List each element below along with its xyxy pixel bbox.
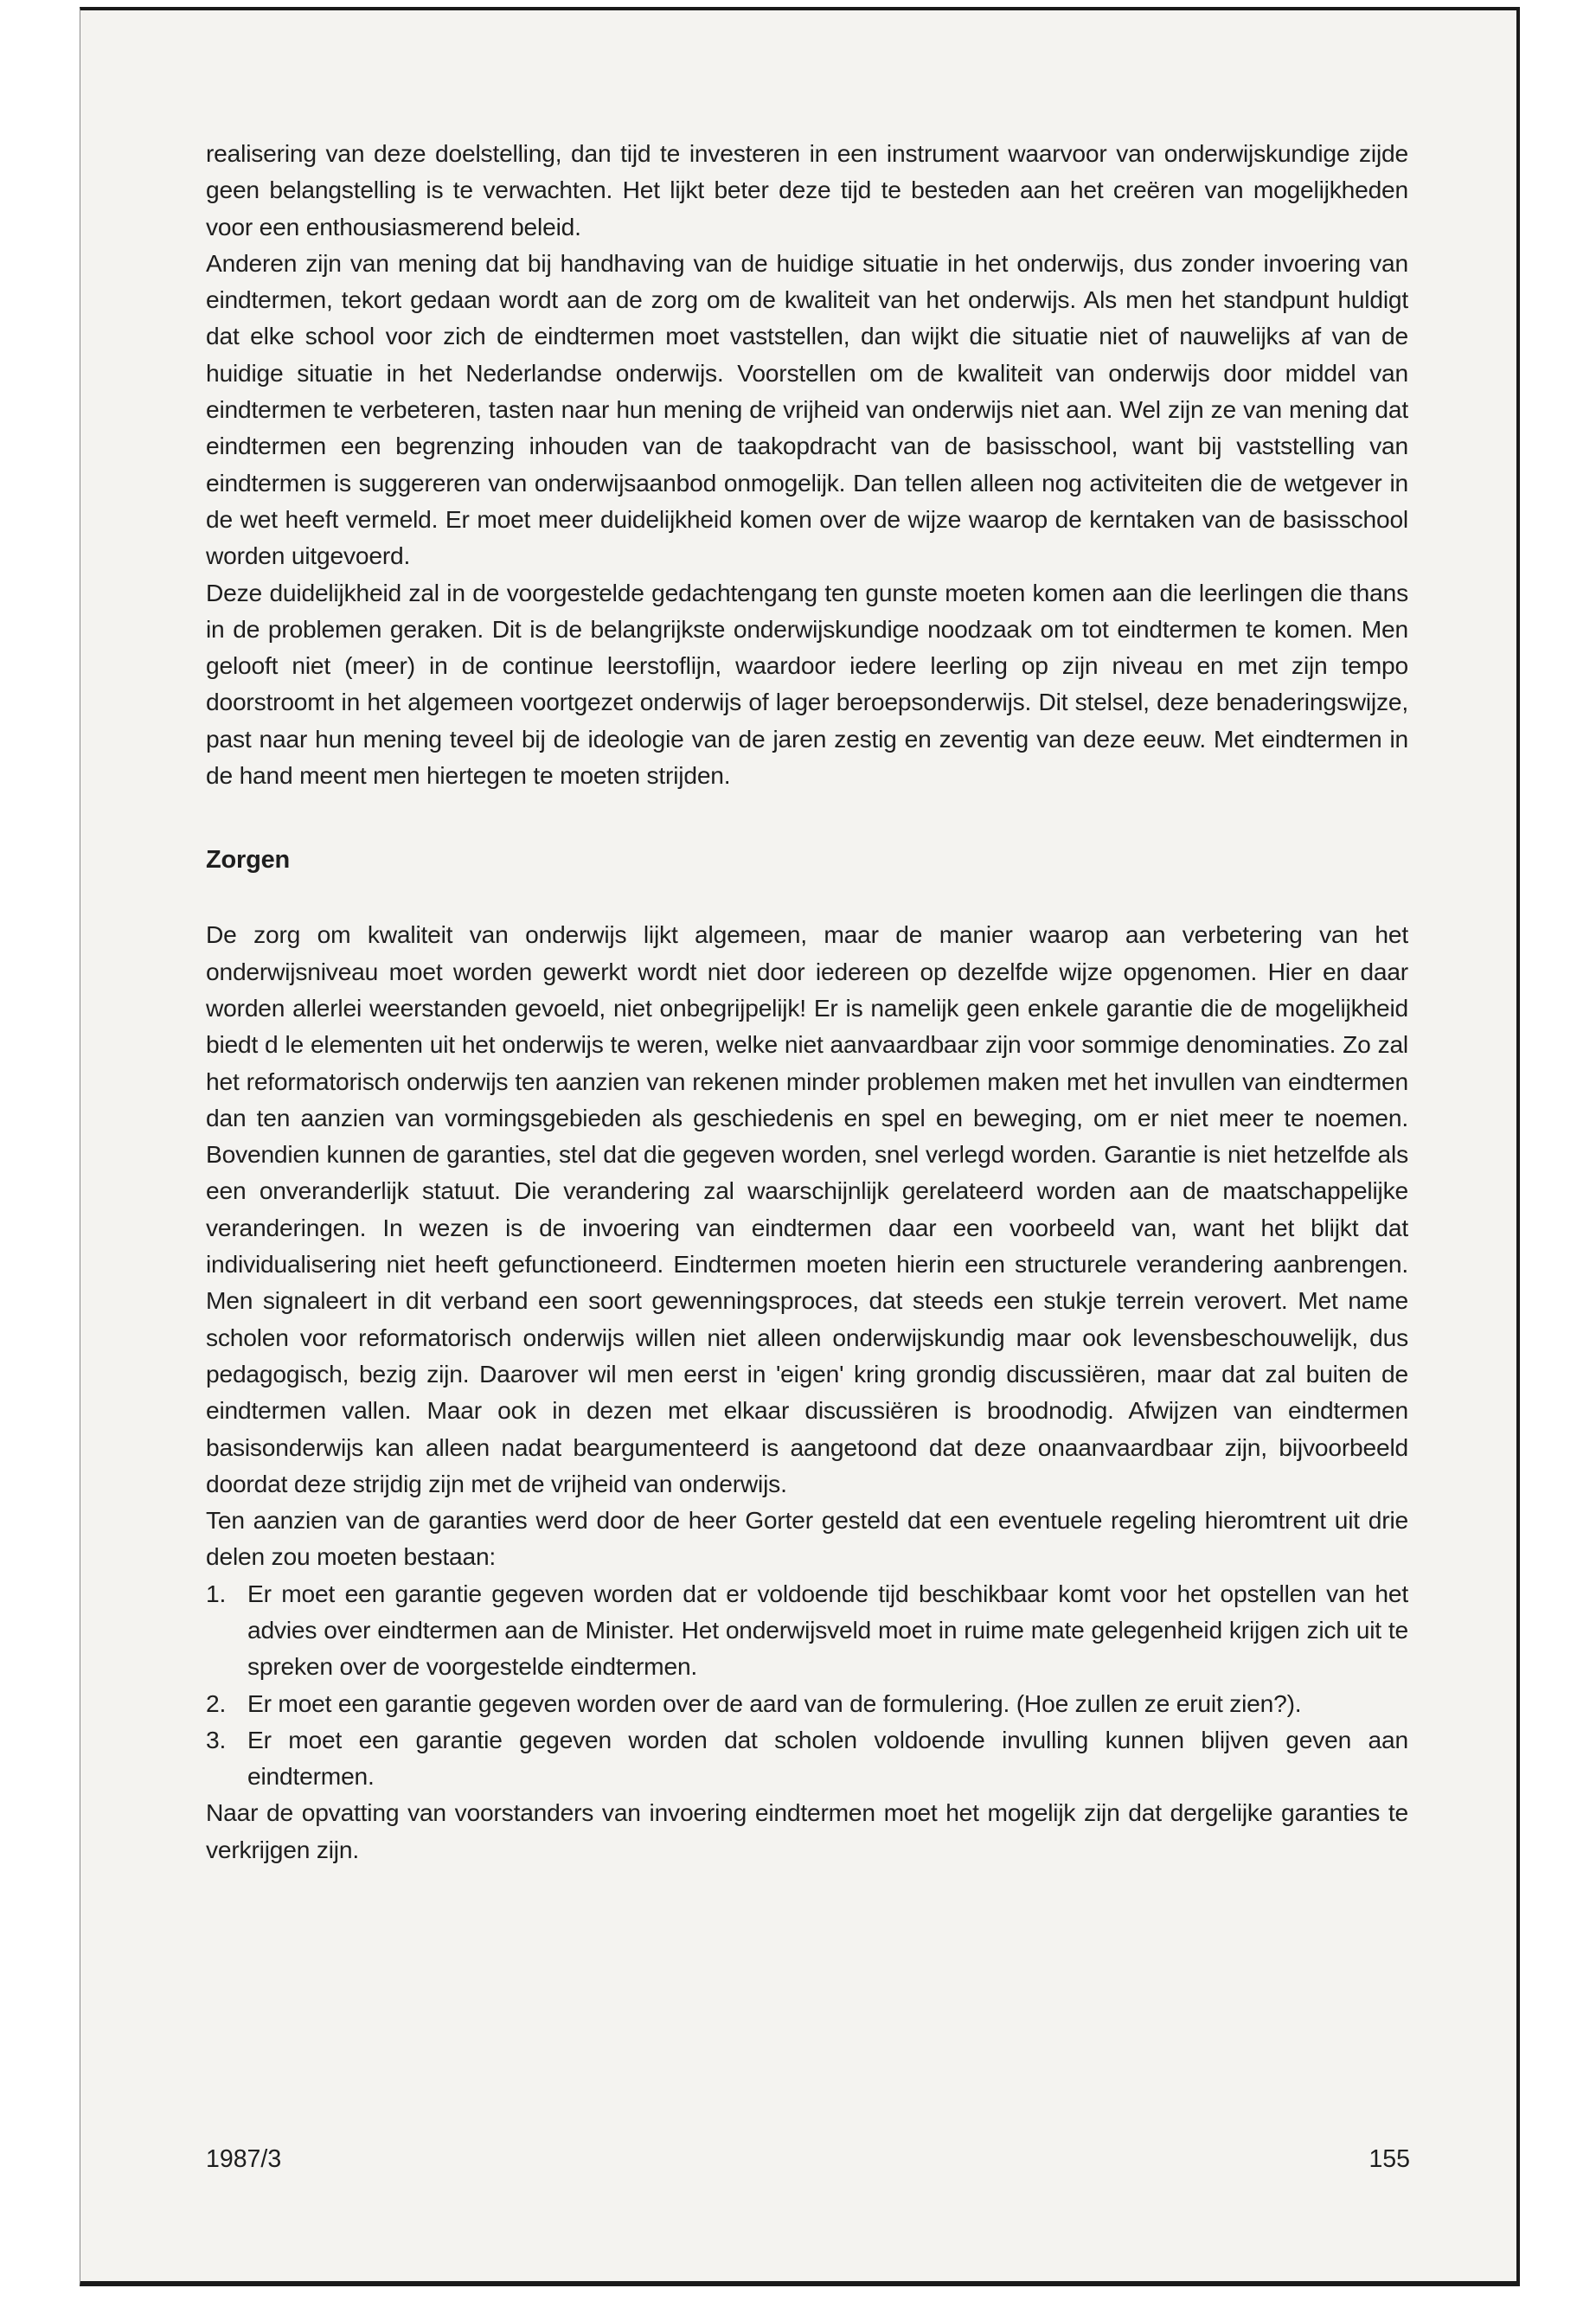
guarantee-list [206, 1575, 1408, 1795]
list-item-number: 2. [206, 1689, 227, 1717]
paragraph-2: Anderen zijn van mening dat bij handhaving van de huidige situatie in het onderwijs, dus zonder invoering van eindtermen, tekort gedaan wordt aan de zorg om de kwaliteit van het onderwijs. Als men het standpunt huldigt dat elke school voor zich de eindtermen moet vaststellen, dan wijkt die situatie niet of nauwelijks af van de huidige situatie in het Nederlandse onderwijs. Voorstellen om de kwaliteit van onderwijs door middel van eindtermen te verbeteren, tasten naar hun mening de vrijheid van onderwijs niet aan. Wel zijn ze van mening dat eindtermen een begrenzing inhouden van de taakopdracht van de basisschool, want bij vaststelling van eindtermen is suggereren van onderwijsaanbod onmogelijk. Dan tellen alleen nog activiteiten die de wetgever in de wet heeft vermeld. Er moet meer duidelijkheid komen over de wijze waarop de kerntaken van de basisschool worden uitgevoerd. [206, 248, 1408, 570]
list-item [206, 1685, 1408, 1721]
paragraph-5: Ten aanzien van de garanties werd door de heer Gorter gesteld dat een eventuele regeling hieromtrent uit drie delen zou moeten bestaan: [206, 1506, 1408, 1571]
list-item-text: Er moet een garantie gegeven worden dat er voldoende tijd beschikbaar komt voor het opstellen van het advies over eindtermen aan de Minister. Het onderwijsveld moet in ruime mate gelegenheid krijgen zich uit te spreken over de voorgestelde eindtermen. [247, 1579, 1408, 1681]
closing-paragraph: Naar de opvatting van voorstanders van invoering eindtermen moet het mogelijk zijn dat dergelijke garanties te verkrijgen zijn. [206, 1798, 1408, 1863]
list-item-number: 1. [206, 1579, 227, 1607]
paragraph-3: Deze duidelijkheid zal in de voorgestelde gedachtengang ten gunste moeten komen aan die leerlingen die thans in de problemen geraken. Dit is de belangrijkste onderwijskundige noodzaak om tot eindtermen te komen. Men gelooft niet (meer) in de continue leerstoflijn, waardoor iedere leerling op zijn niveau en met zijn tempo doorstroomt in het algemeen voortgezet onderwijs of lager beroepsonderwijs. Dit stelsel, deze benaderingswijze, past naar hun mening teveel bij de ideologie van de jaren zestig en zeventig van deze eeuw. Met eindtermen in de hand meent men hiertegen te moeten strijden. [206, 578, 1408, 790]
section-spacer [206, 793, 1408, 842]
list-item [206, 1721, 1408, 1795]
list-item-number: 3. [206, 1725, 227, 1753]
list-item [206, 1575, 1408, 1685]
section-spacer [206, 878, 1408, 916]
paragraph-4: De zorg om kwaliteit van onderwijs lijkt algemeen, maar de manier waarop aan verbetering van het onderwijsniveau moet worden gewerkt wordt niet door iedereen op dezelfde wijze opgenomen. Hier en daar worden allerlei weerstanden gevoeld, niet onbegrijpelijk! Er is namelijk geen enkele garantie die de mogelijkheid biedt d le elementen uit het onderwijs te weren, welke niet aanvaardbaar zijn voor sommige denominaties. Zo zal het reformatorisch onderwijs ten aanzien van rekenen minder problemen maken met het invullen van eindtermen dan ten aanzien van vormingsgebieden als geschiedenis en spel en beweging, om er niet meer te noemen. Bovendien kunnen de garanties, stel dat die gegeven worden, snel verlegd worden. Garantie is niet hetzelfde als een onveranderlijk statuut. Die verandering zal waarschijnlijk gerelateerd worden aan de maatschappelijke veranderingen. In wezen is de invoering van eindtermen daar een voorbeeld van, want het blijkt dat individualisering niet heeft gefunctioneerd. Eindtermen moeten hierin een structurele verandering aanbrengen. Men signaleert in dit verband een soort gewenningsproces, dat steeds een stukje terrein verovert. Met name scholen voor reformatorisch onderwijs willen niet alleen onderwijskundig maar ook levensbeschouwelijk, dus pedagogisch, bezig zijn. Daarover wil men eerst in 'eigen' kring grondig discussiëren, maar dat zal buiten de eindtermen vallen. Maar ook in dezen met elkaar discussiëren is broodnodig. Afwijzen van eindtermen basisonderwijs kan alleen nadat beargumenteerd is aangetoond dat deze onaanvaardbaar zijn, bijvoorbeeld doordat deze strijdig zijn met de vrijheid van onderwijs. [206, 920, 1408, 1497]
section-heading: Zorgen [206, 846, 291, 875]
page-body [206, 135, 1408, 1868]
footer-page-number: 155 [1368, 2145, 1410, 2173]
list-item-text: Er moet een garantie gegeven worden dat scholen voldoende invulling kunnen blijven geven aan eindtermen. [247, 1725, 1408, 1791]
paragraph-1: realisering van deze doelstelling, dan tijd te investeren in een instrument waarvoor van onderwijskundige zijde geen belangstelling is te verwachten. Het lijkt beter deze tijd te besteden aan het creëren van mogelijkheden voor een enthousiasmerend beleid. [206, 139, 1408, 240]
list-item-text: Er moet een garantie gegeven worden over de aard van de formulering. (Hoe zullen ze eruit zien?). [247, 1689, 1302, 1717]
footer-issue: 1987/3 [206, 2145, 282, 2173]
